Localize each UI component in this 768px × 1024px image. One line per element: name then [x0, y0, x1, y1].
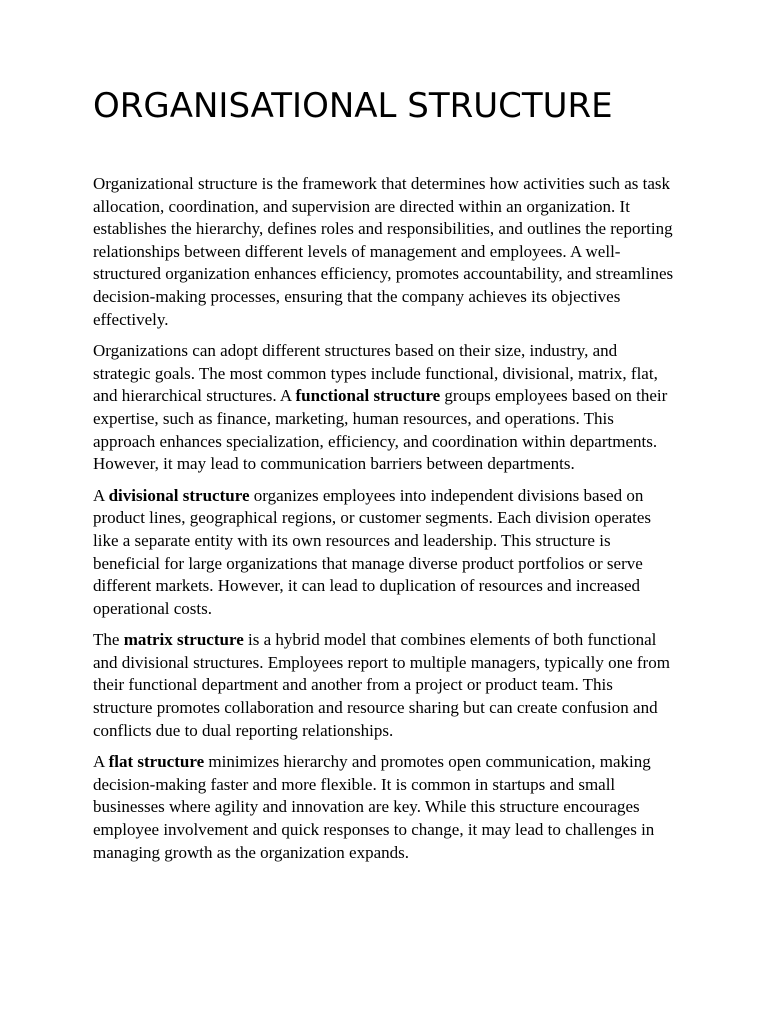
- paragraph-text: is a hybrid model that combines elements of both functional and divisional structures. Employees report to multiple managers, typically one from their functional department and another from a project or product team. This structure promotes collaboration and resource sharing but can create confusion and conflicts due to dual reporting relationships.: [93, 630, 670, 740]
- paragraph-text: Organizations can adopt different structures based on their size, industry, and strategic goals. The most common types include functional, divisional, matrix, flat, and hierarchical structures. A: [93, 341, 658, 406]
- paragraph-text: The: [93, 630, 124, 650]
- paragraph-introduction: [93, 173, 675, 331]
- paragraph-text: A: [93, 485, 109, 505]
- paragraph-matrix-structure: [93, 629, 675, 742]
- paragraph-flat-structure: [93, 751, 675, 864]
- bold-term-matrix-structure: matrix structure: [123, 630, 244, 650]
- paragraph-text: minimizes hierarchy and promotes open communication, making decision-making faster and more flexible. It is common in startups and small businesses where agility and innovation are key. While this structure encourages employee involvement and quick responses to change, it may lead to challenges in managing growth as the organization expands.: [93, 752, 655, 862]
- paragraph-text: A: [93, 752, 109, 772]
- paragraph-text: groups employees based on their expertise, such as finance, marketing, human resources, and operations. This approach enhances specialization, efficiency, and coordination within departments. However, it may lead to communication barriers between departments.: [93, 386, 668, 474]
- bold-term-functional-structure: functional structure: [295, 386, 441, 406]
- paragraph-divisional-structure: [93, 485, 675, 621]
- paragraph-text: organizes employees into independent divisions based on product lines, geographical regions, or customer segments. Each division operates like a separate entity with its own resources and leadership. This structure is beneficial for large organizations that manage diverse product portfolios or serve different markets. However, it can lead to duplication of resources and increased operational costs.: [93, 485, 652, 618]
- document-title: ORGANISATIONAL STRUCTURE: [93, 86, 613, 126]
- document-body: [93, 173, 675, 873]
- paragraph-types-overview: [93, 340, 675, 476]
- paragraph-text: Organizational structure is the framework that determines how activities such as task allocation, coordination, and supervision are directed within an organization. It establishes the hierarchy, defines roles and responsibilities, and outlines the reporting relationships between different levels of management and employees. A well-structured organization enhances efficiency, promotes accountability, and streamlines decision-making processes, ensuring that the company achieves its objectives effectively.: [93, 174, 674, 329]
- bold-term-divisional-structure: divisional structure: [108, 485, 250, 505]
- bold-term-flat-structure: flat structure: [108, 752, 205, 772]
